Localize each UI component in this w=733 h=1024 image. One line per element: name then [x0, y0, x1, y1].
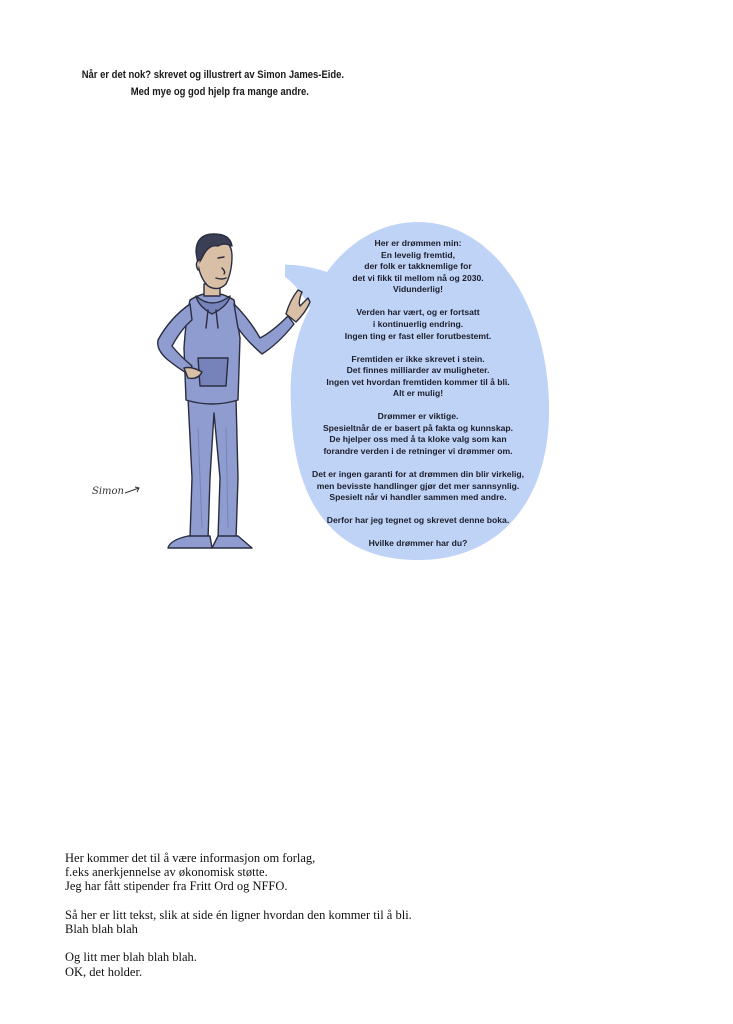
bubble-paragraph-2: Verden har vært, og er fortsatt i kontinuerlig endring. Ingen ting er fast eller forutbestemt.	[344, 307, 492, 341]
publisher-info	[65, 851, 412, 993]
bubble-paragraph-5: Det er ingen garanti for at drømmen din blir virkelig, men bevisste handlinger gjør det mer sannsynlig. Spesielt når vi handler sammen med andre.	[311, 469, 524, 503]
footer-paragraph-3: Og litt mer blah blah blah. OK, det holder.	[65, 950, 197, 979]
bubble-paragraph-4: Drømmer er viktige. Spesieltnår de er basert på fakta og kunnskap. De hjelper oss med å ta kloke valg som kan forandre verden i de retninger vi drømmer om.	[322, 411, 514, 457]
bubble-paragraph-3: Fremtiden er ikke skrevet i stein. Det finnes milliarder av muligheter. Ingen vet hvordan fremtiden kommer til å bli. Alt er mulig!	[326, 353, 510, 399]
header-line-2: Med mye og god hjelp fra mange andre.	[130, 86, 309, 98]
bubble-paragraph-1: Her er drømmen min: En levelig fremtid, der folk er takknemlige for det vi fikk til mellom nå og 2030. Vidunderlig!	[352, 238, 484, 295]
bubble-paragraph-7: Hvilke drømmer har du?	[368, 538, 468, 549]
man-illustration	[140, 228, 320, 553]
signature-arrow-icon	[124, 485, 142, 495]
speech-bubble-text	[285, 238, 551, 561]
header-line-1: Når er det nok? skrevet og illustrert av Simon James-Eide.	[81, 69, 345, 81]
footer-paragraph-1: Her kommer det til å være informasjon om forlag, f.eks anerkjennelse av økonomisk støtte. Jeg har fått stipender fra Fritt Ord og NFFO.	[65, 851, 316, 894]
speech-bubble	[285, 220, 551, 562]
bubble-paragraph-6: Derfor har jeg tegnet og skrevet denne boka.	[326, 515, 510, 526]
footer-paragraph-2: Så her er litt tekst, slik at side én ligner hvordan den kommer til å bli. Blah blah blah	[65, 907, 412, 936]
artist-signature: Simon	[92, 486, 124, 497]
